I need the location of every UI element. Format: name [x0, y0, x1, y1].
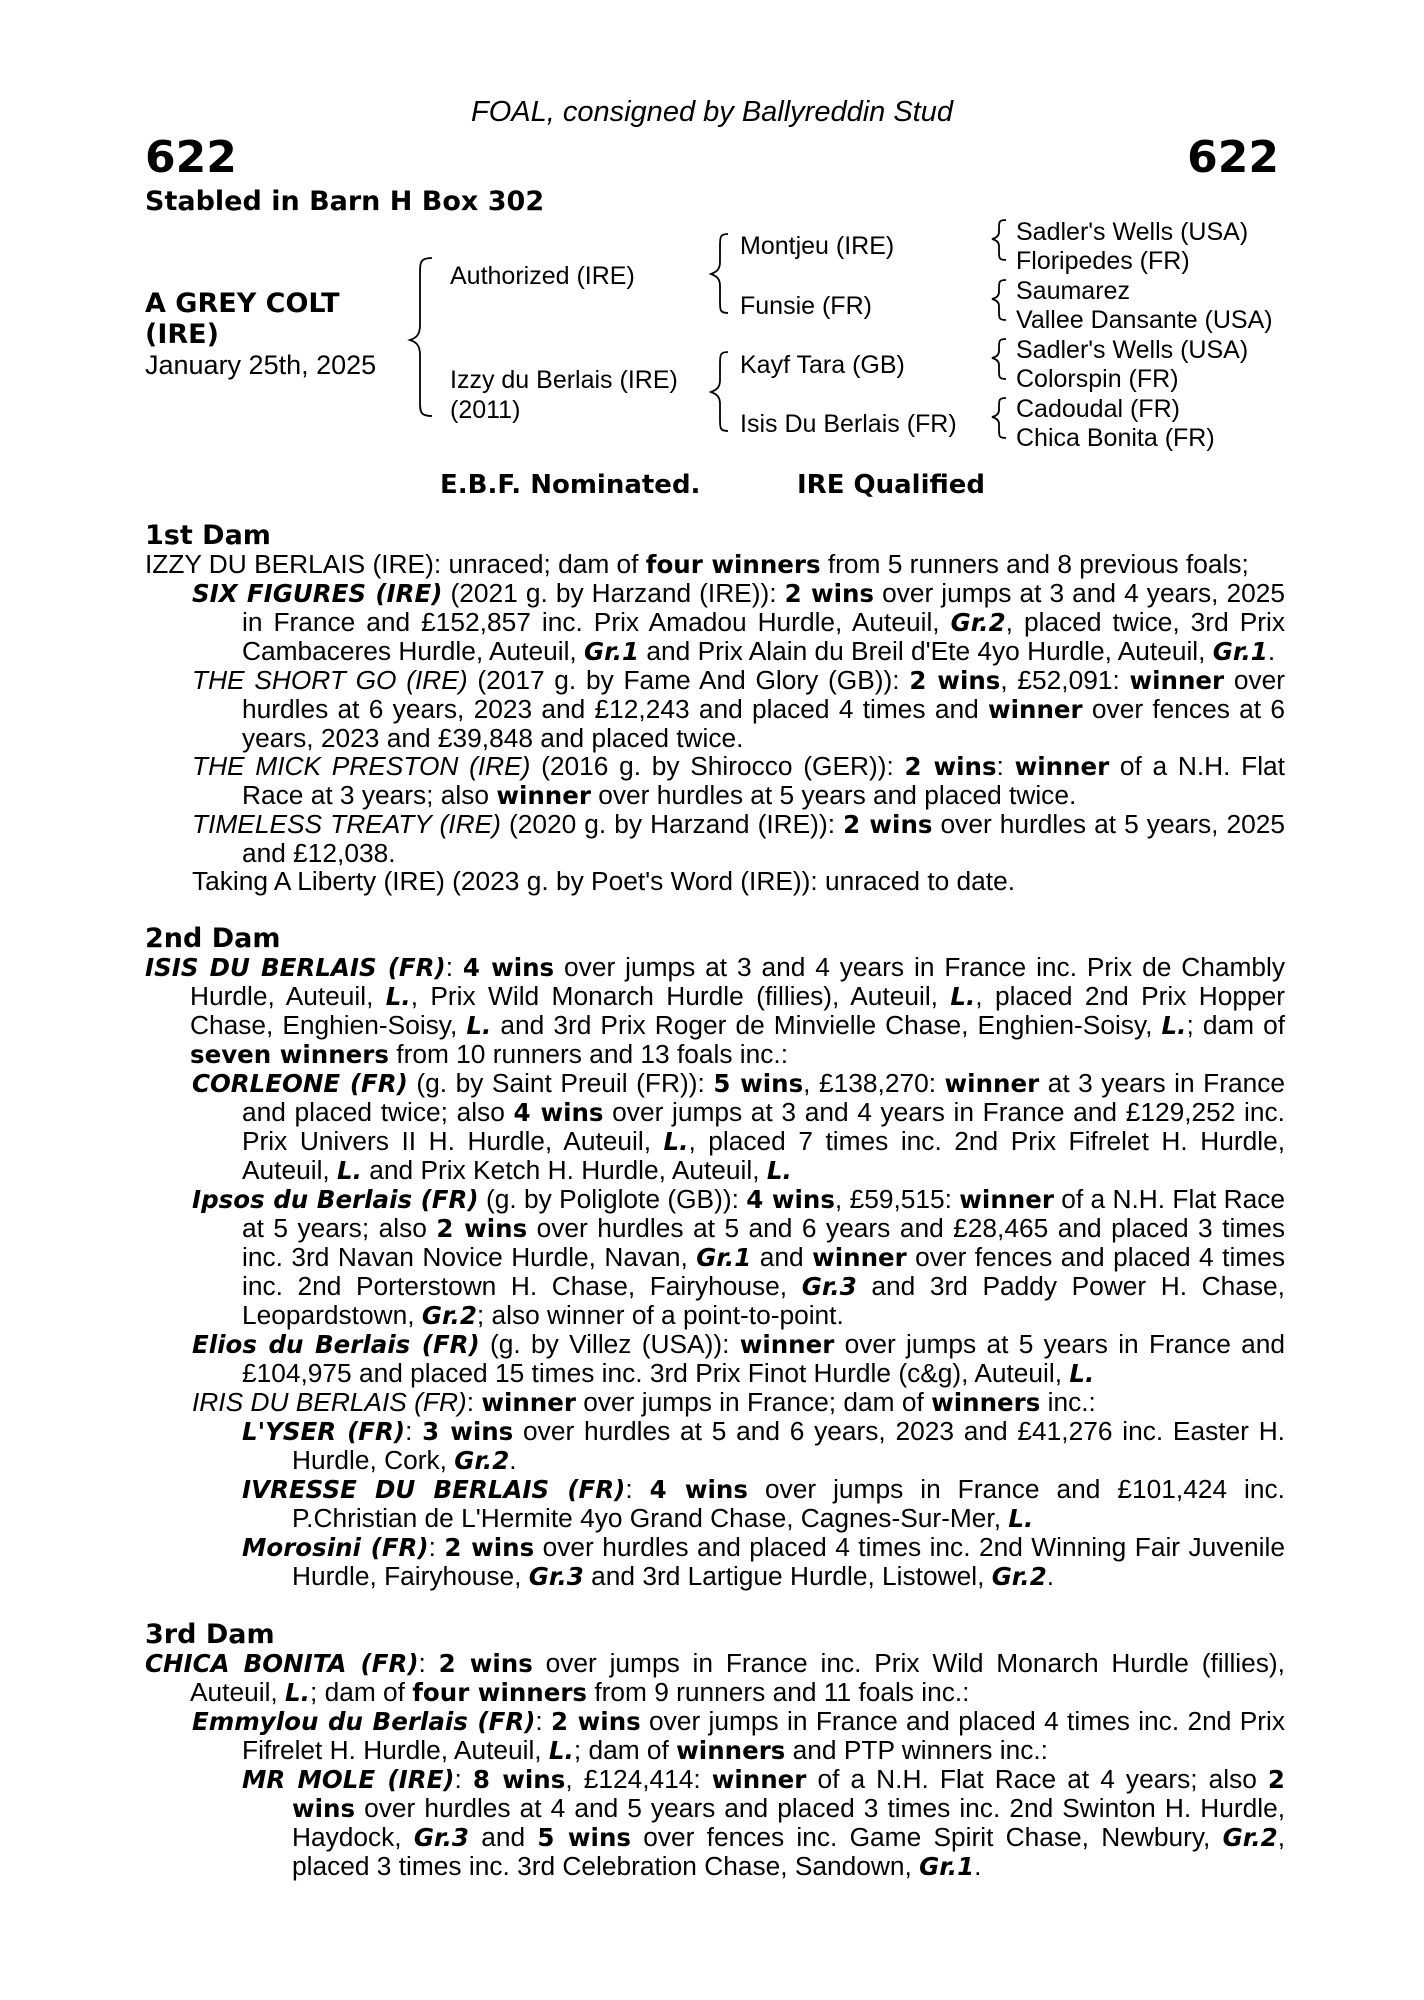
pedigree-entry [145, 1185, 1285, 1330]
entry-text: seven winners [190, 1040, 389, 1069]
pedigree-sdd: Vallee Dansante (USA) [1016, 306, 1273, 334]
entry-text: , £52,091: [1000, 665, 1130, 695]
entry-text: inc.: [1040, 1387, 1096, 1417]
entry-text: winner [959, 1185, 1054, 1214]
entry-text: L. [285, 1678, 310, 1707]
entry-text: , placed twice, 3rd Prix Cambaceres Hurdle, Auteuil, [242, 607, 1285, 666]
entry-text: ; dam of [309, 1677, 413, 1707]
entry-text: Elios du Berlais (FR) [192, 1330, 480, 1359]
entry-text: over jumps at 5 years in France and £104,975 and placed 15 times inc. 3rd Prix Finot Hurdle (c&g), Auteuil, [242, 1329, 1285, 1388]
entry-text: four winners [412, 1678, 588, 1707]
pedigree-entry [145, 953, 1285, 1069]
entry-text: over fences at 6 years, 2023 and £39,848 and placed twice. [242, 694, 1285, 753]
entry-text: 8 wins [472, 1765, 566, 1794]
pedigree-entry [145, 666, 1285, 752]
entry-text: ; dam of [573, 1735, 677, 1765]
entry-text: , Prix Wild Monarch Hurdle (fillies), Auteuil, [410, 981, 951, 1011]
entry-text: winner [496, 781, 591, 810]
entry-text: 4 wins [513, 1098, 604, 1127]
entry-text: (g. by Poliglote (GB)): [478, 1184, 747, 1214]
pedigree-entry [145, 1649, 1285, 1707]
entry-text: L. [663, 1127, 689, 1156]
pedigree-entry [145, 1417, 1285, 1475]
entry-text: Gr.1 [1212, 637, 1268, 666]
pedigree-entry [145, 1533, 1285, 1591]
entry-text: winner [944, 1069, 1040, 1098]
entry-text: over hurdles at 5 and 6 years and £28,465 and placed 3 times inc. 3rd Navan Novice Hurdle, Navan, [242, 1213, 1285, 1272]
entry-text: ; dam of [1186, 1010, 1286, 1040]
pedigree-sire: Authorized (IRE) [450, 262, 635, 290]
entry-text: winner [739, 1330, 835, 1359]
section-heading: 1st Dam [145, 520, 271, 551]
entry-text: (g. by Saint Preuil (FR)): [407, 1068, 714, 1098]
entry-text: over jumps in France inc. Prix Wild Monarch Hurdle (fillies), Auteuil, [190, 1648, 1285, 1707]
pedigree-entry [145, 550, 1285, 579]
entry-text: from 10 runners and 13 foals inc.: [388, 1039, 789, 1069]
entry-text: 2 wins [438, 1649, 533, 1678]
entry-text: : [466, 1387, 482, 1417]
entry-text: Gr.1 [919, 1852, 975, 1881]
entry-text: and 3rd Prix Roger de Minvielle Chase, Enghien-Soisy, [491, 1010, 1162, 1040]
entry-text: Gr.1 [696, 1243, 752, 1272]
entry-text: , placed 2nd Prix Hopper Chase, Enghien-Soisy, [190, 981, 1285, 1040]
foaling-date: January 25th, 2025 [145, 350, 377, 380]
entry-text: , placed 3 times inc. 3rd Celebration Chase, Sandown, [292, 1822, 1285, 1881]
section-heading: 3rd Dam [145, 1619, 275, 1650]
brace-dam [711, 352, 728, 431]
entry-text: over jumps at 3 and 4 years in France and £129,252 inc. Prix Univers II H. Hurdle, Auteuil, [242, 1097, 1285, 1156]
entry-text: L. [337, 1156, 362, 1185]
entry-text: , £59,515: [834, 1184, 960, 1214]
entry-text: over jumps at 3 and 4 years in France inc. Prix de Chambly Hurdle, Auteuil, [190, 952, 1285, 1011]
entry-text: : [535, 1706, 552, 1736]
entry-text: of a N.H. Flat Race at 5 years; also [242, 1184, 1285, 1243]
entry-text: IZZY DU BERLAIS (IRE): unraced; dam of [145, 549, 646, 579]
entry-text: winner [481, 1388, 576, 1417]
entry-text: , placed 7 times inc. 2nd Prix Fifrelet H. Hurdle, Auteuil, [242, 1126, 1286, 1185]
lot-number-left: 622 [145, 132, 237, 183]
entry-text: , £124,414: [565, 1764, 712, 1794]
entry-text: 2 wins [784, 579, 874, 608]
pedigree-dam-dam: Isis Du Berlais (FR) [740, 410, 957, 438]
entry-text: over jumps in France; dam of [575, 1387, 932, 1417]
entry-text: Gr.3 [413, 1823, 469, 1852]
pedigree-sds: Saumarez [1016, 277, 1130, 305]
section-heading: 2nd Dam [145, 923, 281, 954]
entry-text: 4 wins [649, 1475, 748, 1504]
entry-text: . [509, 1445, 517, 1475]
entry-text: L. [466, 1011, 492, 1040]
entry-text: Gr.1 [584, 637, 640, 666]
entry-text: Gr.3 [801, 1272, 857, 1301]
ire-qualified: IRE Qualified [797, 470, 986, 500]
entry-text: L. [1161, 1011, 1187, 1040]
entry-text: THE MICK PRESTON (IRE) [192, 751, 531, 781]
entry-text: 4 wins [746, 1185, 835, 1214]
pedigree-entry [145, 752, 1285, 810]
brace-sire [711, 234, 728, 313]
entry-text: (2020 g. by Harzand (IRE)): [500, 809, 844, 839]
horse-country: (IRE) [145, 319, 219, 350]
brace-montjeu [992, 220, 1006, 260]
entry-text: from 9 runners and 11 foals inc.: [587, 1677, 970, 1707]
entry-text: 2 wins [436, 1214, 528, 1243]
entry-text: 2 wins [551, 1707, 641, 1736]
entry-text: Taking A Liberty (IRE) (2023 g. by Poet's Word (IRE)): unraced to date. [192, 866, 1016, 896]
pedigree-dds: Cadoudal (FR) [1016, 395, 1180, 423]
entry-text: L. [548, 1736, 574, 1765]
pedigree-ddd: Chica Bonita (FR) [1016, 424, 1215, 452]
entry-text: Ipsos du Berlais (FR) [192, 1185, 479, 1214]
entry-text: winners [931, 1388, 1041, 1417]
entry-text: , £138,270: [803, 1068, 945, 1098]
entry-text: 5 wins [537, 1823, 631, 1852]
entry-text: over hurdles at 4 and 5 years and placed 3 times inc. 2nd Swinton H. Hurdle, Haydock, [292, 1793, 1285, 1852]
brace-funsie [992, 280, 1006, 320]
entry-text: winners [676, 1736, 786, 1765]
entry-text: winner [812, 1243, 907, 1272]
entry-text: 2 wins [292, 1765, 1285, 1823]
entry-text: and 3rd Paddy Power H. Chase, Leopardstown, [242, 1271, 1285, 1330]
entry-text: Gr.2 [454, 1446, 510, 1475]
entry-text: . [974, 1851, 982, 1881]
entry-text: winner [1014, 752, 1110, 781]
entry-text: 5 wins [713, 1069, 804, 1098]
pedigree-ssd: Floripedes (FR) [1016, 247, 1190, 275]
entry-text: THE SHORT GO (IRE) [192, 665, 468, 695]
pedigree-entry [145, 579, 1285, 666]
entry-text: and PTP winners inc.: [785, 1735, 1048, 1765]
pedigree-sire-sire: Montjeu (IRE) [740, 232, 895, 260]
entry-text: winner [711, 1765, 807, 1794]
entry-text: : [625, 1474, 650, 1504]
ebf-nomination: E.B.F. Nominated. [440, 470, 701, 500]
pedigree-entry [145, 810, 1285, 867]
entry-text: 4 wins [462, 953, 555, 982]
brace-kayf [992, 339, 1006, 379]
entry-text: Gr.3 [528, 1562, 584, 1591]
pedigree-dss: Sadler's Wells (USA) [1016, 336, 1249, 364]
entry-text: ISIS DU BERLAIS (FR) [145, 953, 446, 982]
entry-text: of a N.H. Flat Race at 4 years; also [806, 1764, 1268, 1794]
entry-text: and Prix Ketch H. Hurdle, Auteuil, [361, 1155, 767, 1185]
entry-text: . [1046, 1561, 1055, 1591]
entry-text: (g. by Villez (USA)): [479, 1329, 740, 1359]
pedigree-dam: Izzy du Berlais (IRE) [450, 366, 678, 394]
entry-text: : [445, 952, 463, 982]
lot-number-right: 622 [1187, 132, 1279, 183]
entry-text: SIX FIGURES (IRE) [192, 579, 443, 608]
horse-title: A GREY COLT [145, 288, 340, 319]
brace-gen1 [410, 258, 432, 416]
entry-text: : [418, 1648, 439, 1678]
entry-text: Morosini (FR) [242, 1533, 429, 1562]
entry-text: four winners [645, 550, 821, 579]
entry-text: (2016 g. by Shirocco (GER)): [530, 751, 905, 781]
entry-text: of a N.H. Flat Race at 3 years; also [242, 751, 1285, 810]
entry-text: MR MOLE (IRE) [242, 1765, 455, 1794]
entry-text: 2 wins [843, 810, 933, 839]
entry-text: 2 wins [444, 1533, 535, 1562]
entry-text: over hurdles at 5 and 6 years, 2023 and £41,276 inc. Easter H. Hurdle, Cork, [292, 1416, 1285, 1475]
entry-text: over hurdles at 6 years, 2023 and £12,243 and placed 4 times and [242, 665, 1286, 724]
entry-text: L. [1069, 1359, 1095, 1388]
entry-text: and [751, 1242, 813, 1272]
pedigree-entry [145, 1707, 1285, 1765]
entry-text: TIMELESS TREATY (IRE) [192, 809, 501, 839]
entry-text: over fences inc. Game Spirit Chase, Newbury, [630, 1822, 1223, 1852]
entry-text: winner [988, 695, 1083, 724]
entry-text: 2 wins [904, 752, 997, 781]
entry-text: and 3rd Lartigue Hurdle, Listowel, [583, 1561, 992, 1591]
pedigree-entry [145, 1388, 1285, 1417]
entry-text: 3 wins [422, 1417, 514, 1446]
stabling-info: Stabled in Barn H Box 302 [145, 186, 545, 217]
entry-text: (2017 g. by Fame And Glory (GB)): [467, 665, 910, 695]
entry-text: L'YSER (FR) [242, 1417, 406, 1446]
entry-text: L. [1008, 1504, 1034, 1533]
entry-text: IVRESSE DU BERLAIS (FR) [242, 1475, 626, 1504]
entry-text: : [996, 751, 1015, 781]
pedigree-entry [145, 1069, 1285, 1185]
entry-text: . [1267, 636, 1276, 666]
entry-text: and Prix Alain du Breil d'Ete 4yo Hurdle, Auteuil, [639, 636, 1213, 666]
entry-text: over hurdles at 5 years and placed twice. [590, 780, 1077, 810]
entry-text: over jumps at 3 and 4 years, 2025 in France and £152,857 inc. Prix Amadou Hurdle, Auteuil, [242, 578, 1285, 637]
entry-text: : [405, 1416, 423, 1446]
catalogue-body [145, 522, 1285, 1881]
entry-text: Gr.2 [1222, 1823, 1278, 1852]
entry-text: : [428, 1532, 445, 1562]
pedigree-entry [145, 1765, 1285, 1881]
consignor-line: FOAL, consigned by Ballyreddin Stud [471, 96, 953, 128]
entry-text: CORLEONE (FR) [192, 1069, 408, 1098]
entry-text: from 5 runners and 8 previous foals; [820, 549, 1249, 579]
entry-text: over jumps in France and £101,424 inc. P.Christian de L'Hermite 4yo Grand Chase, Cagnes-Sur-Mer, [292, 1474, 1285, 1533]
pedigree-sss: Sadler's Wells (USA) [1016, 218, 1249, 246]
entry-text: Gr.2 [991, 1562, 1047, 1591]
entry-text: CHICA BONITA (FR) [145, 1649, 419, 1678]
entry-text: over hurdles at 5 years, 2025 and £12,038. [242, 809, 1285, 868]
entry-text: over hurdles and placed 4 times inc. 2nd Winning Fair Juvenile Hurdle, Fairyhouse, [292, 1532, 1285, 1591]
pedigree-sire-dam: Funsie (FR) [740, 292, 872, 320]
entry-text: (2021 g. by Harzand (IRE)): [442, 578, 785, 608]
entry-text: : [454, 1764, 473, 1794]
entry-text: Gr.2 [950, 608, 1006, 637]
entry-text: L. [385, 982, 411, 1011]
entry-text: winner [1129, 666, 1225, 695]
brace-isis [992, 398, 1006, 438]
entry-text: at 3 years in France and placed twice; also [242, 1068, 1285, 1127]
entry-text: Gr.2 [421, 1301, 477, 1330]
entry-text: over fences and placed 4 times inc. 2nd Porterstown H. Chase, Fairyhouse, [242, 1242, 1285, 1301]
entry-text: L. [950, 982, 976, 1011]
entry-text: Emmylou du Berlais (FR) [192, 1707, 536, 1736]
pedigree-dam-sire: Kayf Tara (GB) [740, 351, 905, 379]
entry-text: and [468, 1822, 538, 1852]
entry-text: over jumps in France and placed 4 times inc. 2nd Prix Fifrelet H. Hurdle, Auteuil, [242, 1706, 1285, 1765]
pedigree-dam-year: (2011) [450, 396, 521, 424]
entry-text: IRIS DU BERLAIS (FR) [192, 1387, 467, 1417]
pedigree-dsd: Colorspin (FR) [1016, 365, 1179, 393]
entry-text: 2 wins [909, 666, 1001, 695]
entry-text: ; also winner of a point-to-point. [476, 1300, 844, 1330]
pedigree-entry [145, 1330, 1285, 1388]
entry-text: L. [766, 1156, 792, 1185]
pedigree-entry [145, 867, 1285, 895]
pedigree-entry [145, 1475, 1285, 1533]
